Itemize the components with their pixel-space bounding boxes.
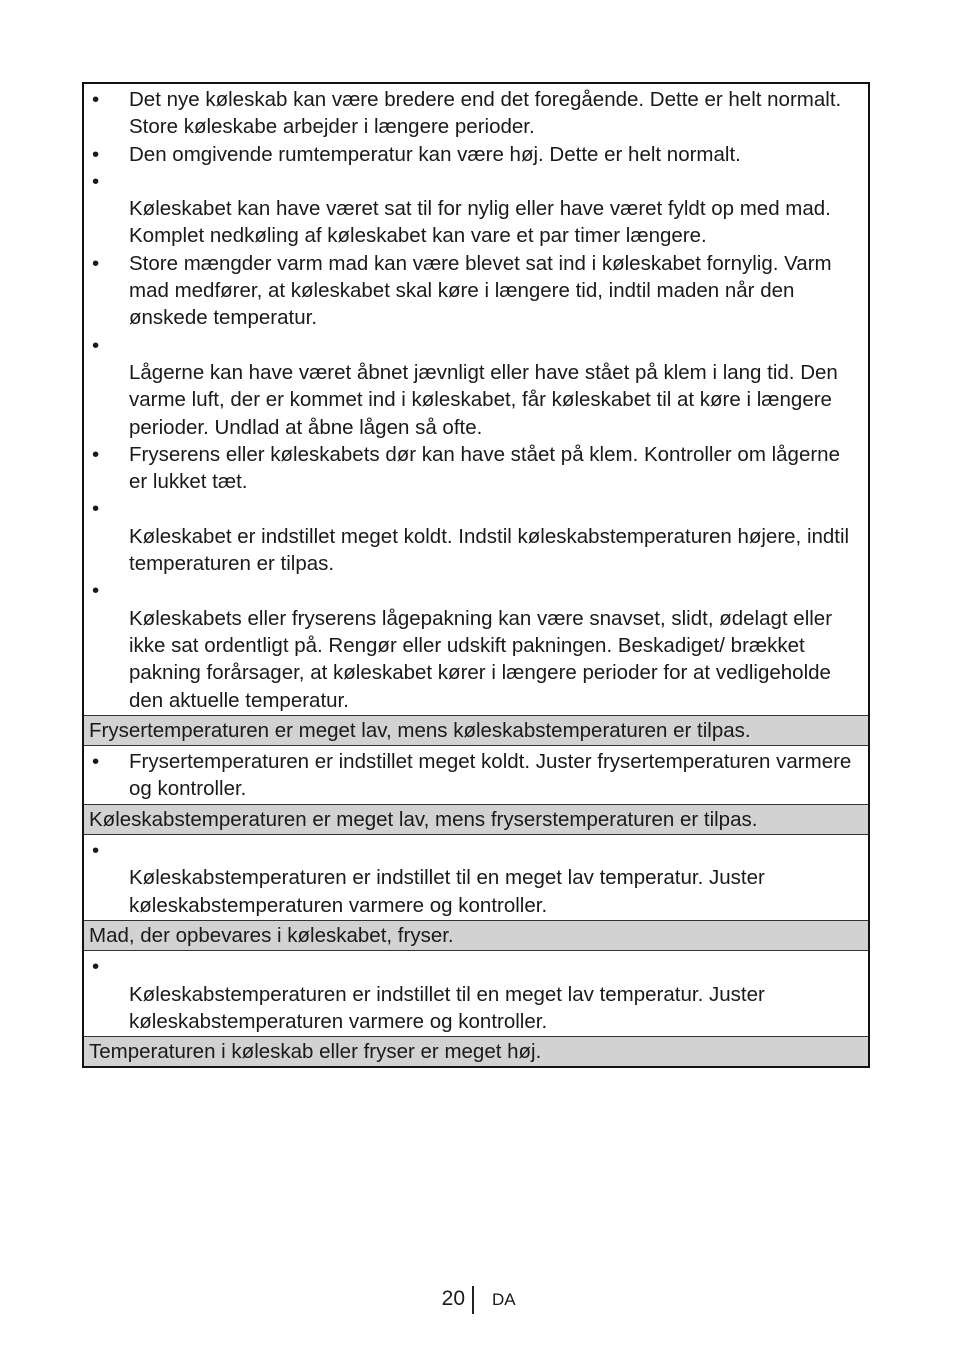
troubleshooting-table bbox=[82, 82, 870, 1068]
list-item bbox=[89, 332, 856, 441]
bullet: • bbox=[92, 442, 100, 466]
list-item bbox=[89, 441, 856, 496]
table-content-row bbox=[84, 745, 868, 804]
table-content-row bbox=[84, 84, 868, 715]
table-content-row bbox=[84, 834, 868, 920]
list-item bbox=[89, 141, 856, 168]
bullet: • bbox=[92, 839, 100, 863]
bullet: • bbox=[92, 142, 100, 166]
list-item-text: Køleskabstemperaturen er indstillet til en meget lav temperatur. Juster køleskabstemperaturen varmere og kontroller. bbox=[129, 982, 765, 1033]
list-item bbox=[89, 168, 856, 250]
bullet: • bbox=[92, 333, 100, 357]
list-item-text: Køleskabet er indstillet meget koldt. Indstil køleskabstemperaturen højere, indtil temperaturen er tilpas. bbox=[129, 524, 850, 576]
problem-header: Temperaturen i køleskab eller fryser er meget høj. bbox=[84, 1036, 868, 1066]
bullet: • bbox=[92, 251, 100, 275]
bullet: • bbox=[92, 955, 100, 979]
list-item-text: Køleskabets eller fryserens lågepakning kan være snavset, slidt, ødelagt eller ikke sat ordentligt på. Rengør eller udskift pakningen. Beskadiget/ brækket pakning forårsager, at køleskabet kører i længere perioder for at vedligeholde den aktuelle temperatur. bbox=[129, 606, 833, 712]
list-item-text: Store mængder varm mad kan være blevet sat ind i køleskabet fornylig. Varm mad medfører, at køleskabet skal køre i længere tid, indtil maden når den ønskede temperatur. bbox=[129, 251, 832, 330]
bullet: • bbox=[92, 750, 100, 774]
footer-divider bbox=[472, 1286, 474, 1314]
list-item bbox=[89, 250, 856, 332]
list-item-text: Køleskabet kan have været sat til for nylig eller have været fyldt op med mad. Komplet nedkøling af køleskabet kan vare et par timer længere. bbox=[129, 197, 831, 248]
bullet: • bbox=[92, 169, 100, 193]
list-item-text: Det nye køleskab kan være bredere end det foregående. Dette er helt normalt. Store køleskabe arbejder i længere perioder. bbox=[129, 88, 842, 139]
language-code: DA bbox=[492, 1290, 516, 1309]
bullet: • bbox=[92, 497, 100, 521]
list-item-text: Frysertemperaturen er indstillet meget koldt. Juster frysertemperaturen varmere og kontroller. bbox=[129, 750, 852, 801]
page-footer bbox=[0, 1285, 954, 1315]
list-item bbox=[89, 953, 856, 1035]
list-item-text: Den omgivende rumtemperatur kan være høj. Dette er helt normalt. bbox=[129, 142, 741, 166]
bullet: • bbox=[92, 579, 100, 603]
list-item bbox=[89, 748, 856, 803]
bullet: • bbox=[92, 88, 100, 111]
table-content-row bbox=[84, 950, 868, 1036]
list-item bbox=[89, 86, 856, 141]
list-item-text: Køleskabstemperaturen er indstillet til en meget lav temperatur. Juster køleskabstemperaturen varmere og kontroller. bbox=[129, 866, 765, 917]
list-item-text: Lågerne kan have været åbnet jævnligt eller have stået på klem i lang tid. Den varme luft, der er kommet ind i køleskabet, får køleskabet til at køre i længere perioder. Undlad at åbne lågen så ofte. bbox=[129, 360, 838, 439]
problem-header: Køleskabstemperaturen er meget lav, mens fryserstemperaturen er tilpas. bbox=[84, 804, 868, 834]
list-item-text: Fryserens eller køleskabets dør kan have stået på klem. Kontroller om lågerne er lukket tæt. bbox=[129, 442, 840, 494]
page-number: 20 bbox=[441, 1287, 465, 1310]
list-item bbox=[89, 495, 856, 577]
problem-header: Frysertemperaturen er meget lav, mens køleskabstemperaturen er tilpas. bbox=[84, 715, 868, 745]
list-item bbox=[89, 577, 856, 713]
list-item bbox=[89, 837, 856, 919]
problem-header: Mad, der opbevares i køleskabet, fryser. bbox=[84, 920, 868, 950]
